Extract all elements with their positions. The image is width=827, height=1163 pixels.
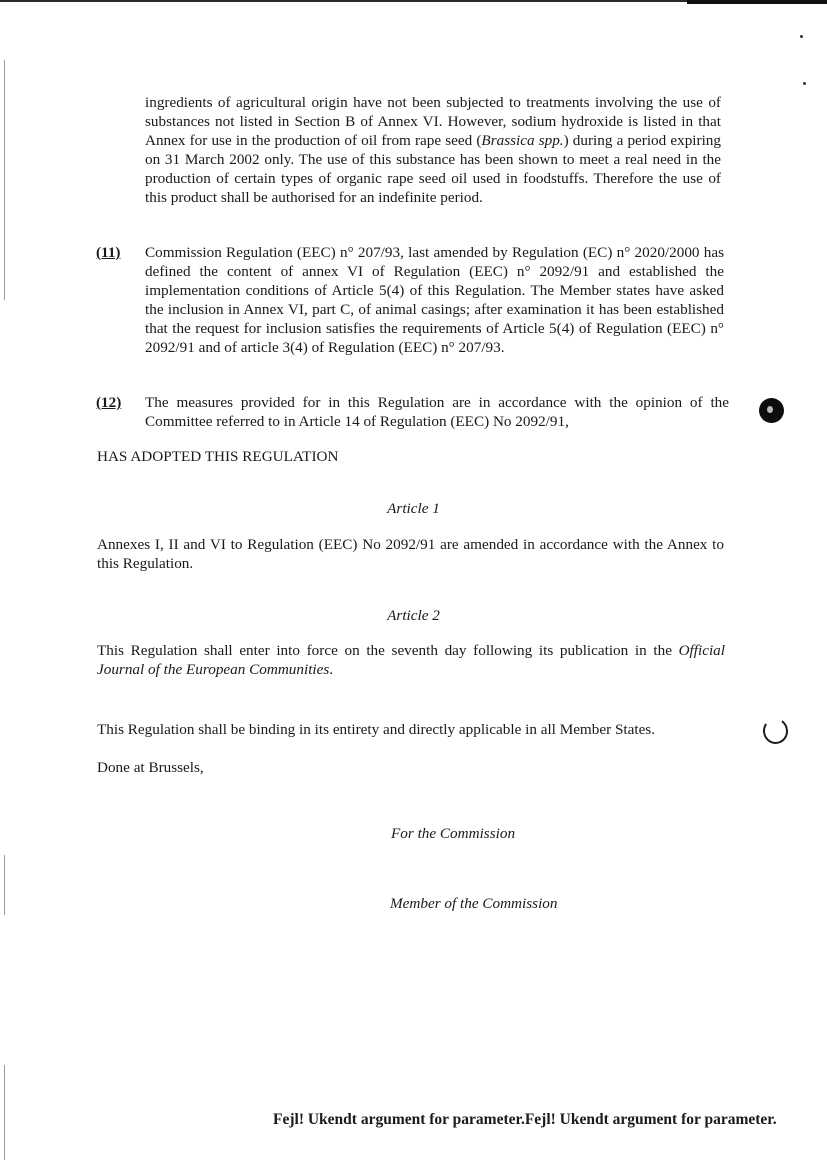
scan-left-edge-mark bbox=[4, 1065, 5, 1160]
punch-hole-outline bbox=[761, 716, 790, 746]
paragraph-10-species: Brassica spp. bbox=[481, 132, 564, 150]
paragraph-10-text-b: ) during a period expiring on 31 March 2002 only. The use of this substance has been shown to meet a real need in the production of certain types of organic rape seed oil used in foodstuffs. Therefore the use of this product shall be authorised for an indefinite period. bbox=[145, 132, 721, 207]
footer-field-error: Fejl! Ukendt argument for parameter.Fejl! Ukendt argument for parameter. bbox=[273, 1111, 777, 1128]
member-of-the-commission: Member of the Commission bbox=[390, 895, 558, 912]
paragraph-10-text-a: ingredients of agricultural origin have not been subjected to treatments involving the use of substances not listed in Section B of Annex VI. However, sodium hydroxide is listed in that Annex for use in the production of oil from rape seed ( bbox=[145, 94, 721, 150]
article-1-title: Article 1 bbox=[387, 500, 440, 517]
adopted-heading: HAS ADOPTED THIS REGULATION bbox=[97, 448, 339, 465]
article-2-text bbox=[97, 641, 725, 679]
recital-number-11: (11) bbox=[96, 244, 121, 261]
scan-left-edge-mark bbox=[4, 60, 5, 300]
scan-speck bbox=[800, 35, 803, 38]
for-the-commission: For the Commission bbox=[391, 825, 516, 842]
recital-number-12: (12) bbox=[96, 394, 122, 411]
article-2-text-b: . bbox=[329, 661, 334, 679]
article-1-text: Annexes I, II and VI to Regulation (EEC) No 2092/91 are amended in accordance with the Annex to this Regulation. bbox=[97, 536, 724, 573]
recital-11-text: Commission Regulation (EEC) n° 207/93, last amended by Regulation (EC) n° 2020/2000 has defined the content of annex VI of Regulation (EEC) n° 2092/91 and established the implementation conditions of Article 5(4) of this Regulation. The Member states have asked the inclusion in Annex VI, part C, of animal casings; after examination it has been established that the request for inclusion satisfies the requirements of Article 5(4) of Regulation (EEC) n° 2092/91 and of article 3(4) of Regulation (EEC) n° 207/93. bbox=[145, 244, 724, 357]
scan-speck bbox=[803, 82, 806, 85]
article-2-text-a: This Regulation shall enter into force on the seventh day following its publication in the bbox=[97, 642, 679, 659]
done-at-brussels: Done at Brussels, bbox=[97, 759, 204, 776]
punch-hole-mark bbox=[759, 398, 784, 423]
recital-12-text: The measures provided for in this Regulation are in accordance with the opinion of the Committee referred to in Article 14 of Regulation (EEC) No 2092/91, bbox=[145, 394, 729, 431]
article-2-title: Article 2 bbox=[387, 607, 440, 624]
paragraph-10-continued bbox=[145, 93, 721, 208]
top-border-shadow bbox=[687, 0, 827, 4]
official-journal-title: Official Journal of the European Communities bbox=[97, 642, 725, 679]
scan-left-edge-mark bbox=[4, 855, 5, 915]
binding-statement: This Regulation shall be binding in its entirety and directly applicable in all Member States. bbox=[97, 721, 656, 738]
